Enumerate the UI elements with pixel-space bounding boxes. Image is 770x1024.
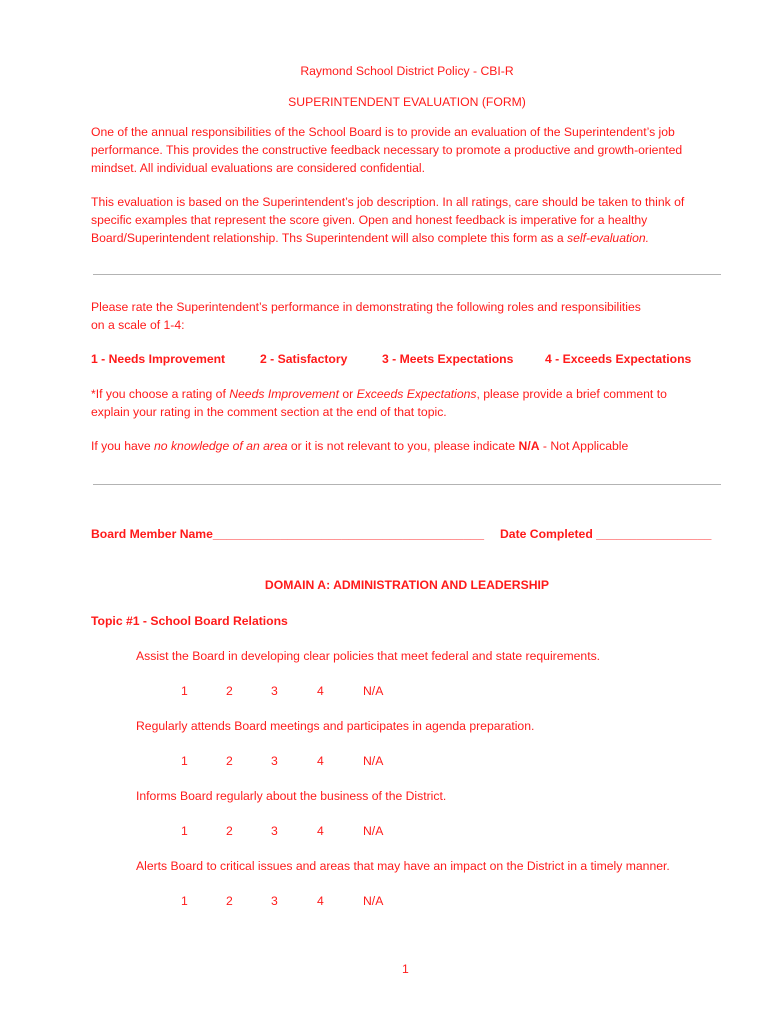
item-3-text: Informs Board regularly about the business of the District. (136, 789, 447, 803)
intro-p2-line-3-text: Board/Superintendent relationship. Ths Superintendent will also complete this form as a (91, 231, 568, 245)
rating-option-3[interactable]: 3 (271, 894, 278, 908)
comment-em-exceeds: Exceeds Expectations (356, 387, 477, 401)
na-em: no knowledge of an area (154, 439, 288, 453)
rating-option-1[interactable]: 1 (181, 894, 188, 908)
item-1-text: Assist the Board in developing clear policies that meet federal and state requirements. (136, 649, 601, 663)
na-instruction (91, 439, 628, 453)
rating-option-na[interactable]: N/A (363, 824, 384, 838)
divider-1 (93, 274, 721, 275)
topic-title: Topic #1 - School Board Relations (91, 614, 288, 628)
na-pre: If you have (91, 439, 155, 453)
intro-p2-line-1: This evaluation is based on the Superintendent’s job description. In all ratings, care should be taken to think of (91, 195, 685, 209)
scale-satisfactory: 2 - Satisfactory (260, 352, 348, 366)
rating-option-2[interactable]: 2 (226, 824, 233, 838)
form-title: SUPERINTENDENT EVALUATION (FORM) (288, 95, 526, 109)
rating-option-na[interactable]: N/A (363, 754, 384, 768)
rating-option-na[interactable]: N/A (363, 894, 384, 908)
rating-option-4[interactable]: 4 (317, 684, 324, 698)
intro-p2-line-2: specific examples that represent the score given. Open and honest feedback is imperative for a healthy (91, 213, 648, 227)
intro-p2-line-3 (91, 231, 649, 245)
rating-option-1[interactable]: 1 (181, 824, 188, 838)
page-number: 1 (402, 962, 409, 976)
rating-option-1[interactable]: 1 (181, 684, 188, 698)
board-member-name-field[interactable]: Board Member Name________________________________________ (91, 527, 485, 541)
comment-line-2: explain your rating in the comment section at the end of that topic. (91, 405, 447, 419)
rating-option-na[interactable]: N/A (363, 684, 384, 698)
domain-title: DOMAIN A: ADMINISTRATION AND LEADERSHIP (264, 578, 550, 592)
item-4-text: Alerts Board to critical issues and areas that may have an impact on the District in a timely manner. (136, 859, 670, 873)
comment-post: , please provide a brief comment to (476, 387, 667, 401)
rating-option-3[interactable]: 3 (271, 754, 278, 768)
self-evaluation-text: self-evaluation. (567, 231, 650, 245)
comment-pre: *If you choose a rating of (91, 387, 230, 401)
intro-p1-line-1: One of the annual responsibilities of the School Board is to provide an evaluation of the Superintendent’s job (91, 125, 675, 139)
rating-option-2[interactable]: 2 (226, 754, 233, 768)
comment-em-needs: Needs Improvement (229, 387, 339, 401)
rating-option-4[interactable]: 4 (317, 894, 324, 908)
policy-line: Raymond School District Policy - CBI-R (300, 64, 514, 78)
rating-option-3[interactable]: 3 (271, 824, 278, 838)
na-bold: N/A (518, 439, 540, 453)
item-2-text: Regularly attends Board meetings and participates in agenda preparation. (136, 719, 535, 733)
rate-line-2: on a scale of 1-4: (91, 318, 185, 332)
rating-option-2[interactable]: 2 (226, 894, 233, 908)
scale-exceeds-expectations: 4 - Exceeds Expectations (545, 352, 692, 366)
intro-p1-line-3: mindset. All individual evaluations are considered confidential. (91, 161, 426, 175)
na-mid: or it is not relevant to you, please indicate (287, 439, 519, 453)
rating-option-1[interactable]: 1 (181, 754, 188, 768)
divider-2 (93, 484, 721, 485)
scale-meets-expectations: 3 - Meets Expectations (382, 352, 514, 366)
date-completed-field[interactable]: Date Completed _________________ (500, 527, 712, 541)
rating-option-3[interactable]: 3 (271, 684, 278, 698)
na-post: - Not Applicable (539, 439, 629, 453)
intro-p1-line-2: performance. This provides the constructive feedback necessary to promote a productive and growth-oriented (91, 143, 683, 157)
scale-needs-improvement: 1 - Needs Improvement (91, 352, 226, 366)
comment-mid: or (338, 387, 357, 401)
rating-option-4[interactable]: 4 (317, 754, 324, 768)
rate-line-1: Please rate the Superintendent’s performance in demonstrating the following roles and responsibilities (91, 300, 641, 314)
comment-line-1 (91, 387, 667, 401)
rating-option-4[interactable]: 4 (317, 824, 324, 838)
rating-option-2[interactable]: 2 (226, 684, 233, 698)
